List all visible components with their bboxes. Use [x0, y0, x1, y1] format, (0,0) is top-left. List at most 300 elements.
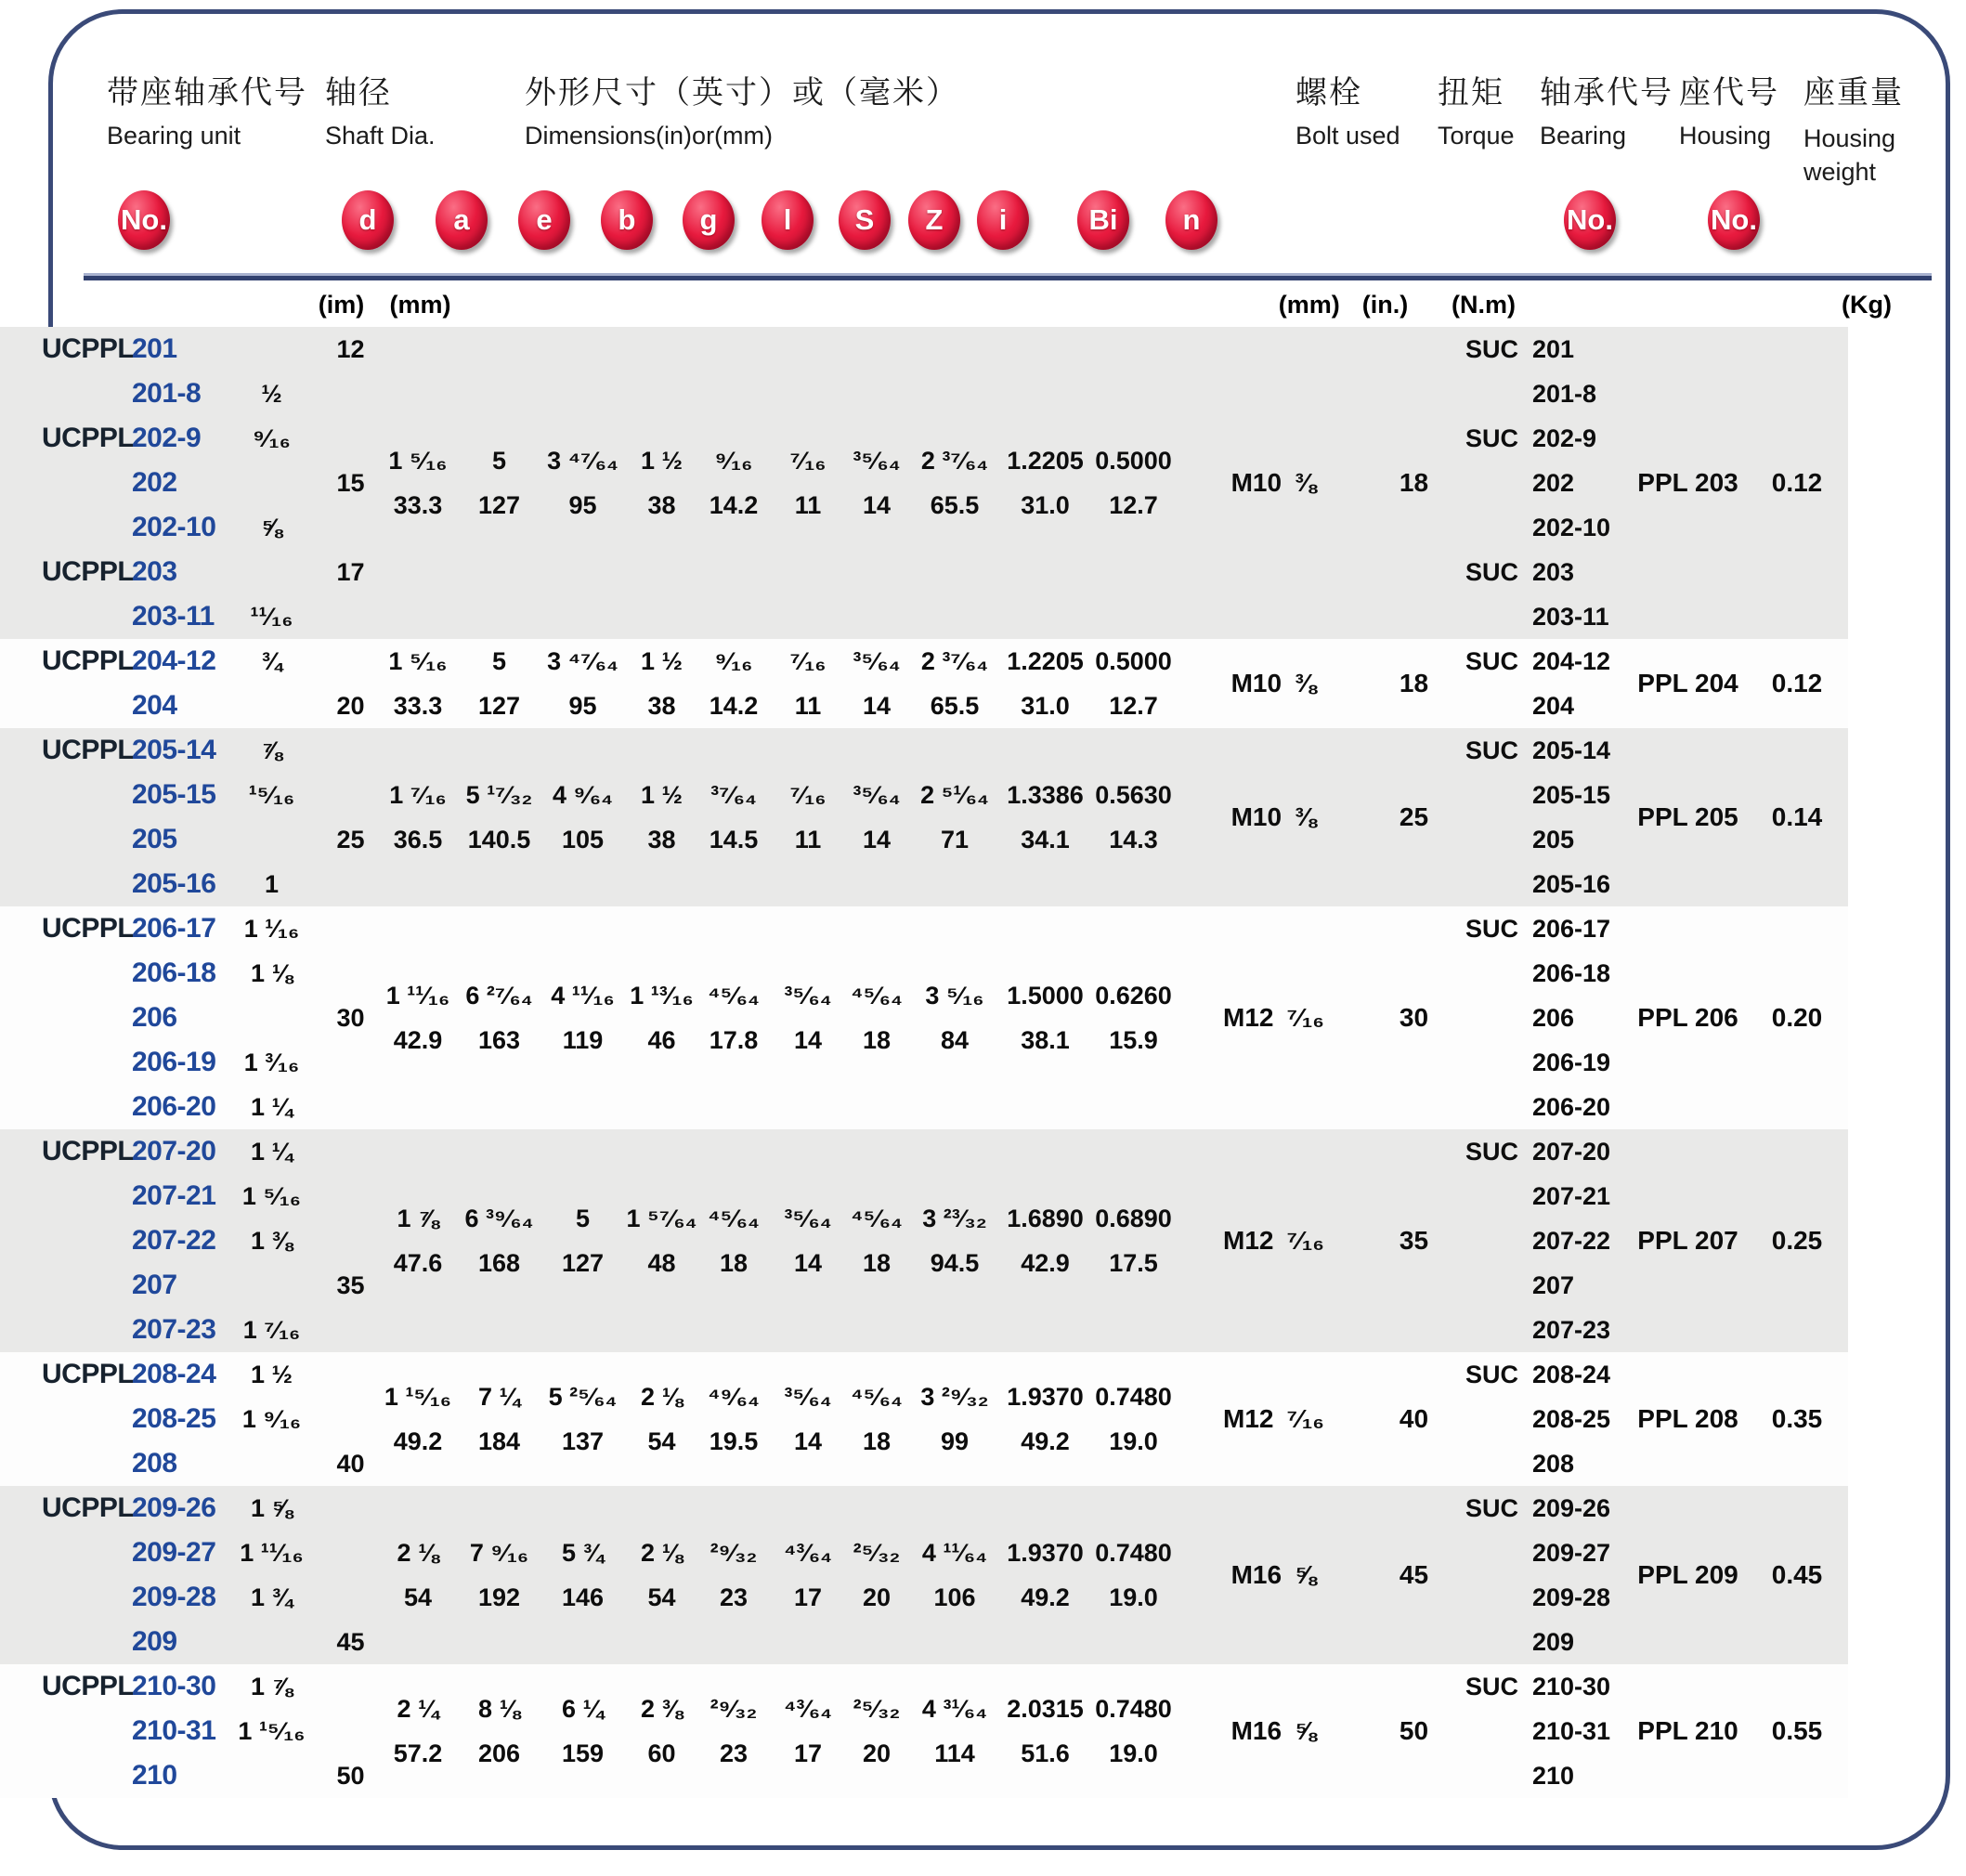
bearing-row [1465, 1129, 1630, 1174]
badge-d: d [342, 190, 394, 250]
unit-row [42, 1308, 218, 1352]
unit-number: 209-28 [132, 1582, 216, 1612]
dimension-in-value: 1 ⁵⁄₁₆ [388, 447, 448, 475]
bearing-prefix: SUC [1465, 1138, 1519, 1166]
torque-value: 30 [1399, 1003, 1429, 1032]
unit-prefix [42, 1575, 132, 1620]
n-col-mm-value: 17.5 [1109, 1249, 1158, 1277]
bearing-number: 206-19 [1532, 1049, 1611, 1076]
bolt-col [1178, 1352, 1370, 1486]
unit-number: 204 [132, 690, 177, 721]
dimension-mm-value: 38 [647, 826, 676, 853]
dimension-in-value: ⁹⁄₁₆ [714, 447, 753, 475]
dimension-col [697, 728, 771, 906]
bi-col-mm-value: 31.0 [1021, 692, 1070, 720]
header-shaft-dia-en: Shaft Dia. [325, 122, 436, 150]
unit-label-weight: (Kg) [1842, 290, 1892, 319]
bearing-row [1465, 684, 1630, 728]
unit-row [42, 639, 218, 684]
dimension-mm-value: 127 [477, 491, 521, 519]
dimension-in-value: 1 ¹⁵⁄₁₆ [384, 1383, 452, 1411]
housing-col [1630, 1486, 1746, 1664]
shaft-dia-in-col [218, 1352, 325, 1486]
unit-row [42, 1441, 218, 1486]
dimension-mm-value: 54 [403, 1583, 433, 1611]
dimension-mm-value: 137 [561, 1427, 605, 1455]
dimension-col [771, 1352, 845, 1486]
header-bearing-no-en: Bearing [1540, 122, 1627, 150]
shaft-dia-mm-value: 45 [336, 1628, 365, 1656]
shaft-dia-mm-value [325, 1709, 376, 1753]
torque-value: 45 [1399, 1560, 1429, 1589]
unit-row [42, 594, 218, 639]
dimension-mm-value: 33.3 [393, 491, 443, 519]
shaft-dia-mm-value [325, 1352, 376, 1397]
badge-b: b [601, 190, 653, 250]
dimension-mm-value: 14 [862, 826, 892, 853]
dimension-col [697, 1352, 771, 1486]
n-col-mm-value: 12.7 [1109, 692, 1158, 720]
bearing-prefix [1465, 996, 1532, 1040]
bearing-row [1465, 906, 1630, 951]
bearing-row [1465, 1575, 1630, 1620]
unit-row [42, 1753, 218, 1798]
n-col [1089, 1129, 1178, 1352]
bearing-list [1458, 639, 1630, 728]
dimension-mm-value: 65.5 [930, 692, 980, 720]
shaft-dia-in-value: 1 ¼ [250, 1138, 293, 1166]
torque-value: 25 [1399, 802, 1429, 831]
dimension-col [539, 327, 627, 639]
unit-number: 210 [132, 1760, 177, 1791]
torque-col [1370, 728, 1458, 906]
dimension-mm-value: 105 [561, 826, 605, 853]
dimension-col [908, 1486, 1001, 1664]
n-col-mm-value: 19.0 [1109, 1739, 1158, 1767]
dimension-mm-value: 14 [862, 692, 892, 720]
dimension-col [908, 639, 1001, 728]
unit-prefix [42, 1397, 132, 1441]
bearing-prefix: SUC [1465, 424, 1519, 452]
housing-col [1630, 327, 1746, 639]
dimension-in-value: ³⁵⁄₆₄ [784, 1383, 832, 1411]
dimension-in-value: 1 ½ [640, 781, 684, 809]
unit-prefix: UCPPL [42, 645, 135, 676]
housing-col [1630, 1352, 1746, 1486]
shaft-dia-mm-value: 50 [336, 1762, 365, 1790]
bolt-size: M12 [1223, 1226, 1274, 1255]
shaft-dia-mm-value [325, 862, 376, 906]
bi-col [1001, 1486, 1089, 1664]
bearing-prefix: SUC [1465, 335, 1519, 363]
shaft-dia-in-value: 1 ¹⁄₁₆ [243, 915, 300, 943]
unit-row [42, 416, 218, 461]
bearing-list [1458, 1664, 1630, 1798]
unit-row [42, 1486, 218, 1531]
dimension-mm-value: 106 [933, 1583, 976, 1611]
unit-row [42, 996, 218, 1040]
unit-label-torque: (N.m) [1452, 290, 1516, 319]
dimension-in-value: ²⁹⁄₃₂ [710, 1695, 758, 1723]
header-housing-weight [1803, 67, 1929, 189]
bearing-row [1465, 996, 1630, 1040]
shaft-dia-in-value: 1 ¼ [250, 1093, 293, 1121]
bearing-row [1465, 550, 1630, 594]
dimension-mm-value: 18 [862, 1026, 892, 1054]
bearing-row [1465, 505, 1630, 550]
dimension-in-value: 2 ⅜ [640, 1695, 684, 1723]
housing-col [1630, 906, 1746, 1129]
dimension-mm-value: 163 [477, 1026, 521, 1054]
dimension-col [539, 1486, 627, 1664]
unit-number: 208-24 [132, 1359, 216, 1389]
unit-row [42, 1531, 218, 1575]
unit-prefix [42, 773, 132, 817]
torque-col [1370, 1352, 1458, 1486]
bearing-number: 210-31 [1532, 1717, 1611, 1745]
badge-n: n [1165, 190, 1217, 250]
dimension-col [627, 1664, 697, 1798]
dimension-col [771, 1486, 845, 1664]
weight-col [1746, 327, 1848, 639]
dimension-col [697, 1664, 771, 1798]
bearing-prefix [1465, 684, 1532, 728]
shaft-dia-in-col [218, 1129, 325, 1352]
dimension-col [539, 1664, 627, 1798]
dimension-in-value: ⁴⁵⁄₆₄ [851, 1383, 903, 1411]
bearing-row [1465, 1040, 1630, 1085]
shaft-dia-in-value: 1 ⅜ [250, 1227, 293, 1255]
header-torque-zh: 扭矩 [1438, 75, 1504, 111]
shaft-dia-mm-col [325, 1486, 376, 1664]
dimension-in-value: 4 ¹¹⁄₆₄ [921, 1539, 988, 1567]
n-col-in-value: 0.5000 [1095, 447, 1172, 475]
shaft-dia-in-value: ¹⁵⁄₁₆ [248, 781, 295, 809]
unit-prefix [42, 1531, 132, 1575]
dimension-mm-value: 42.9 [393, 1026, 443, 1054]
bi-col [1001, 1664, 1089, 1798]
torque-col [1370, 1486, 1458, 1664]
dimension-mm-value: 184 [477, 1427, 521, 1455]
dimension-in-value: 1 ⁵⁷⁄₆₄ [626, 1205, 697, 1232]
dimension-mm-value: 17 [793, 1583, 823, 1611]
bearing-row [1465, 639, 1630, 684]
housing-weight: 0.25 [1771, 1226, 1823, 1255]
bearing-row [1465, 862, 1630, 906]
unit-row [42, 1174, 218, 1218]
unit-number: 208-25 [132, 1403, 216, 1434]
unit-number: 201-8 [132, 378, 202, 409]
unit-label-bolt [1247, 284, 1439, 325]
bi-col-mm-value: 51.6 [1021, 1739, 1070, 1767]
unit-prefix [42, 461, 132, 505]
bearing-row [1465, 728, 1630, 773]
n-col [1089, 327, 1178, 639]
bi-col-in-value: 1.9370 [1007, 1539, 1084, 1567]
bearing-prefix [1465, 862, 1532, 906]
dimension-in-value: 2 ³⁷⁄₆₄ [920, 647, 989, 675]
shaft-dia-mm-value: 35 [336, 1271, 365, 1299]
unit-prefix [42, 371, 132, 416]
unit-prefix: UCPPL [42, 333, 135, 364]
shaft-dia-mm-value [325, 1040, 376, 1085]
unit-number: 207-20 [132, 1136, 216, 1166]
bearing-row [1465, 1531, 1630, 1575]
header-bearing-unit-zh: 带座轴承代号 [107, 75, 307, 111]
bearing-number: 209-27 [1532, 1539, 1611, 1567]
bolt-fraction: ⁷⁄₁₆ [1286, 1226, 1324, 1255]
dimension-col [908, 728, 1001, 906]
housing-weight: 0.35 [1771, 1404, 1823, 1433]
dimension-mm-value: 84 [940, 1026, 970, 1054]
header-housing-no-zh: 座代号 [1679, 75, 1779, 111]
bearing-list [1458, 327, 1630, 639]
dimension-mm-value: 99 [940, 1427, 970, 1455]
bi-col-mm-value: 49.2 [1021, 1583, 1070, 1611]
dimension-mm-value: 14.2 [709, 491, 759, 519]
unit-number: 206-18 [132, 958, 216, 988]
bearing-prefix [1465, 773, 1532, 817]
dimension-in-value: ⁴⁹⁄₆₄ [708, 1383, 760, 1411]
header-torque-en: Torque [1438, 122, 1515, 150]
bearing-prefix [1465, 505, 1532, 550]
n-col-mm-value: 15.9 [1109, 1026, 1158, 1054]
bolt-size: M16 [1230, 1716, 1282, 1745]
dimension-mm-value: 23 [719, 1739, 749, 1767]
housing-weight: 0.20 [1771, 1003, 1823, 1032]
dimension-mm-value: 38 [647, 491, 676, 519]
bi-col-in-value: 1.6890 [1007, 1205, 1084, 1232]
bearing-number: 202 [1532, 469, 1575, 497]
dimension-mm-value: 33.3 [393, 692, 443, 720]
shaft-dia-in-value: 1 ⅞ [250, 1673, 293, 1700]
housing-number: PPL 210 [1637, 1716, 1738, 1745]
dimension-in-value: ⁹⁄₁₆ [714, 647, 753, 675]
n-col-in-value: 0.5630 [1095, 781, 1172, 809]
dimension-col [376, 1486, 460, 1664]
bearing-prefix [1465, 461, 1532, 505]
bearing-number: 208 [1532, 1450, 1575, 1478]
unit-prefix [42, 1174, 132, 1218]
unit-prefix: UCPPL [42, 735, 135, 765]
n-col-in-value: 0.5000 [1095, 647, 1172, 675]
shaft-dia-mm-col [325, 639, 376, 728]
shaft-dia-in-value: ⅝ [261, 514, 282, 541]
unit-row [42, 1129, 218, 1174]
unit-number: 206 [132, 1002, 177, 1033]
bearing-block [0, 906, 1848, 1129]
shaft-dia-mm-col [325, 728, 376, 906]
housing-number: PPL 204 [1637, 669, 1738, 697]
dimension-in-value: ⁴³⁄₆₄ [784, 1695, 832, 1723]
bearing-row [1465, 1441, 1630, 1486]
shaft-dia-in-value: ½ [261, 380, 282, 408]
dimension-col [460, 1486, 539, 1664]
shaft-dia-mm-value [325, 951, 376, 996]
dimension-col [845, 1352, 908, 1486]
torque-col [1370, 327, 1458, 639]
shaft-dia-mm-col [325, 327, 376, 639]
bearing-row [1465, 327, 1630, 371]
dimension-col [460, 728, 539, 906]
shaft-dia-in-value [218, 327, 325, 371]
dimension-col [697, 1486, 771, 1664]
housing-number: PPL 208 [1637, 1404, 1738, 1433]
bearing-row [1465, 1218, 1630, 1263]
shaft-dia-mm-value [325, 773, 376, 817]
dimension-in-value: ²⁹⁄₃₂ [710, 1539, 758, 1567]
bi-col-in-value: 1.9370 [1007, 1383, 1084, 1411]
bearing-row [1465, 594, 1630, 639]
dimension-mm-value: 11 [794, 692, 822, 720]
dimension-mm-value: 14 [862, 491, 892, 519]
housing-number: PPL 206 [1637, 1003, 1738, 1032]
shaft-dia-in-value: 1 ⅛ [250, 959, 293, 987]
dimension-mm-value: 19.5 [709, 1427, 759, 1455]
housing-col [1630, 1129, 1746, 1352]
bearing-number: 202-9 [1532, 424, 1597, 452]
dimension-mm-value: 14.5 [709, 826, 759, 853]
shaft-dia-in-value: 1 ⁵⁄₁₆ [241, 1182, 302, 1210]
bi-col-mm-value: 42.9 [1021, 1249, 1070, 1277]
bearing-prefix: SUC [1465, 915, 1519, 943]
bearing-number: 204 [1532, 692, 1575, 720]
dimension-mm-value: 11 [794, 826, 822, 853]
header-bearing-unit-en: Bearing unit [107, 122, 241, 150]
dimension-mm-value: 46 [647, 1026, 676, 1054]
bearing-prefix [1465, 594, 1532, 639]
dimension-mm-value: 65.5 [930, 491, 980, 519]
header-bearing-unit [107, 67, 307, 150]
bearing-number: 201 [1532, 335, 1575, 363]
shaft-dia-in-value [218, 684, 325, 728]
bearing-number: 205 [1532, 826, 1575, 853]
header-housing-weight-en: Housing weight [1803, 124, 1896, 186]
dimension-mm-value: 60 [647, 1739, 676, 1767]
torque-col [1370, 906, 1458, 1129]
unit-row [42, 773, 218, 817]
bolt-value [1231, 468, 1317, 498]
unit-number: 207-22 [132, 1225, 216, 1256]
dimension-mm-value: 23 [719, 1583, 749, 1611]
dimension-in-value: 1 ⁵⁄₁₆ [388, 647, 448, 675]
housing-col [1630, 728, 1746, 906]
dimension-mm-value: 146 [561, 1583, 605, 1611]
bearing-number: 206 [1532, 1004, 1575, 1032]
bi-col-in-value: 1.2205 [1007, 447, 1084, 475]
bi-col [1001, 906, 1089, 1129]
dimension-col [697, 639, 771, 728]
unit-number: 206-20 [132, 1091, 216, 1122]
dimension-col [376, 728, 460, 906]
badge-e: e [518, 190, 570, 250]
bearing-list [1458, 1486, 1630, 1664]
bearing-block [0, 327, 1848, 639]
dimension-in-value: 5 [491, 447, 507, 475]
shaft-dia-mm-value: 20 [336, 692, 365, 720]
shaft-dia-in-value [218, 996, 325, 1040]
bearing-prefix: SUC [1465, 736, 1519, 764]
bearing-row [1465, 1174, 1630, 1218]
bolt-value [1223, 1226, 1324, 1256]
badge-housing-no: No. [1708, 190, 1760, 250]
unit-row [42, 1620, 218, 1664]
unit-number: 203 [132, 556, 177, 587]
dimension-in-value: ⁷⁄₁₆ [789, 447, 827, 475]
bearing-row [1465, 416, 1630, 461]
unit-number: 210-31 [132, 1715, 216, 1746]
header-housing-no-en: Housing [1679, 122, 1772, 150]
dimension-in-value: 5 [491, 647, 507, 675]
bearing-number: 209-26 [1532, 1494, 1611, 1522]
bolt-size: M12 [1223, 1404, 1274, 1433]
badge-s: S [839, 190, 891, 250]
shaft-dia-mm-value [325, 906, 376, 951]
dimension-mm-value: 159 [561, 1739, 605, 1767]
unit-prefix: UCPPL [42, 1492, 135, 1523]
unit-row [42, 505, 218, 550]
bearing-block [0, 1129, 1848, 1352]
dimension-in-value: 6 ³⁹⁄₆₄ [464, 1205, 534, 1232]
n-col [1089, 906, 1178, 1129]
bearing-row [1465, 1664, 1630, 1709]
badge-l: l [762, 190, 814, 250]
bearing-prefix: SUC [1465, 1673, 1519, 1700]
dimension-mm-value: 11 [794, 491, 822, 519]
bolt-fraction: ⁷⁄₁₆ [1286, 1404, 1324, 1433]
n-col [1089, 1352, 1178, 1486]
bearing-row [1465, 1397, 1630, 1441]
bearing-block [0, 639, 1848, 728]
dimension-col [845, 728, 908, 906]
dimension-col [460, 327, 539, 639]
bearing-number: 206-20 [1532, 1093, 1611, 1121]
shaft-dia-in-value: 1 ¾ [250, 1583, 293, 1611]
badge-g: g [683, 190, 735, 250]
dimension-in-value: ⁷⁄₁₆ [789, 647, 827, 675]
dimension-col [376, 1664, 460, 1798]
unit-prefix: UCPPL [42, 556, 135, 587]
dimension-in-value: ³⁵⁄₆₄ [784, 982, 832, 1010]
bi-col [1001, 1352, 1089, 1486]
bearing-prefix [1465, 1620, 1532, 1664]
dimension-in-value: 3 ⁴⁷⁄₆₄ [547, 647, 618, 675]
bearing-number: 206-17 [1532, 915, 1611, 943]
bi-col-in-value: 1.5000 [1007, 982, 1084, 1010]
dimension-in-value: 1 ½ [640, 647, 684, 675]
unit-row [42, 1397, 218, 1441]
dimension-in-value: 5 ²⁵⁄₆₄ [548, 1383, 618, 1411]
dimension-in-value: ⁴³⁄₆₄ [784, 1539, 832, 1567]
weight-col [1746, 1352, 1848, 1486]
unit-prefix: UCPPL [42, 1136, 135, 1166]
n-col-in-value: 0.7480 [1095, 1383, 1172, 1411]
torque-col [1370, 639, 1458, 728]
unit-row [42, 1263, 218, 1308]
torque-value: 35 [1399, 1226, 1429, 1255]
shaft-dia-in-col [218, 639, 325, 728]
bearing-number: 204-12 [1532, 647, 1611, 675]
housing-number: PPL 205 [1637, 802, 1738, 831]
shaft-dia-in-value: ¹¹⁄₁₆ [250, 603, 293, 631]
housing-weight: 0.14 [1771, 802, 1823, 831]
n-col-mm-value: 12.7 [1109, 491, 1158, 519]
unit-number: 209-26 [132, 1492, 216, 1523]
dimension-col [539, 728, 627, 906]
shaft-dia-in-col [218, 1664, 325, 1798]
housing-col [1630, 639, 1746, 728]
dimension-mm-value: 14 [793, 1249, 823, 1277]
